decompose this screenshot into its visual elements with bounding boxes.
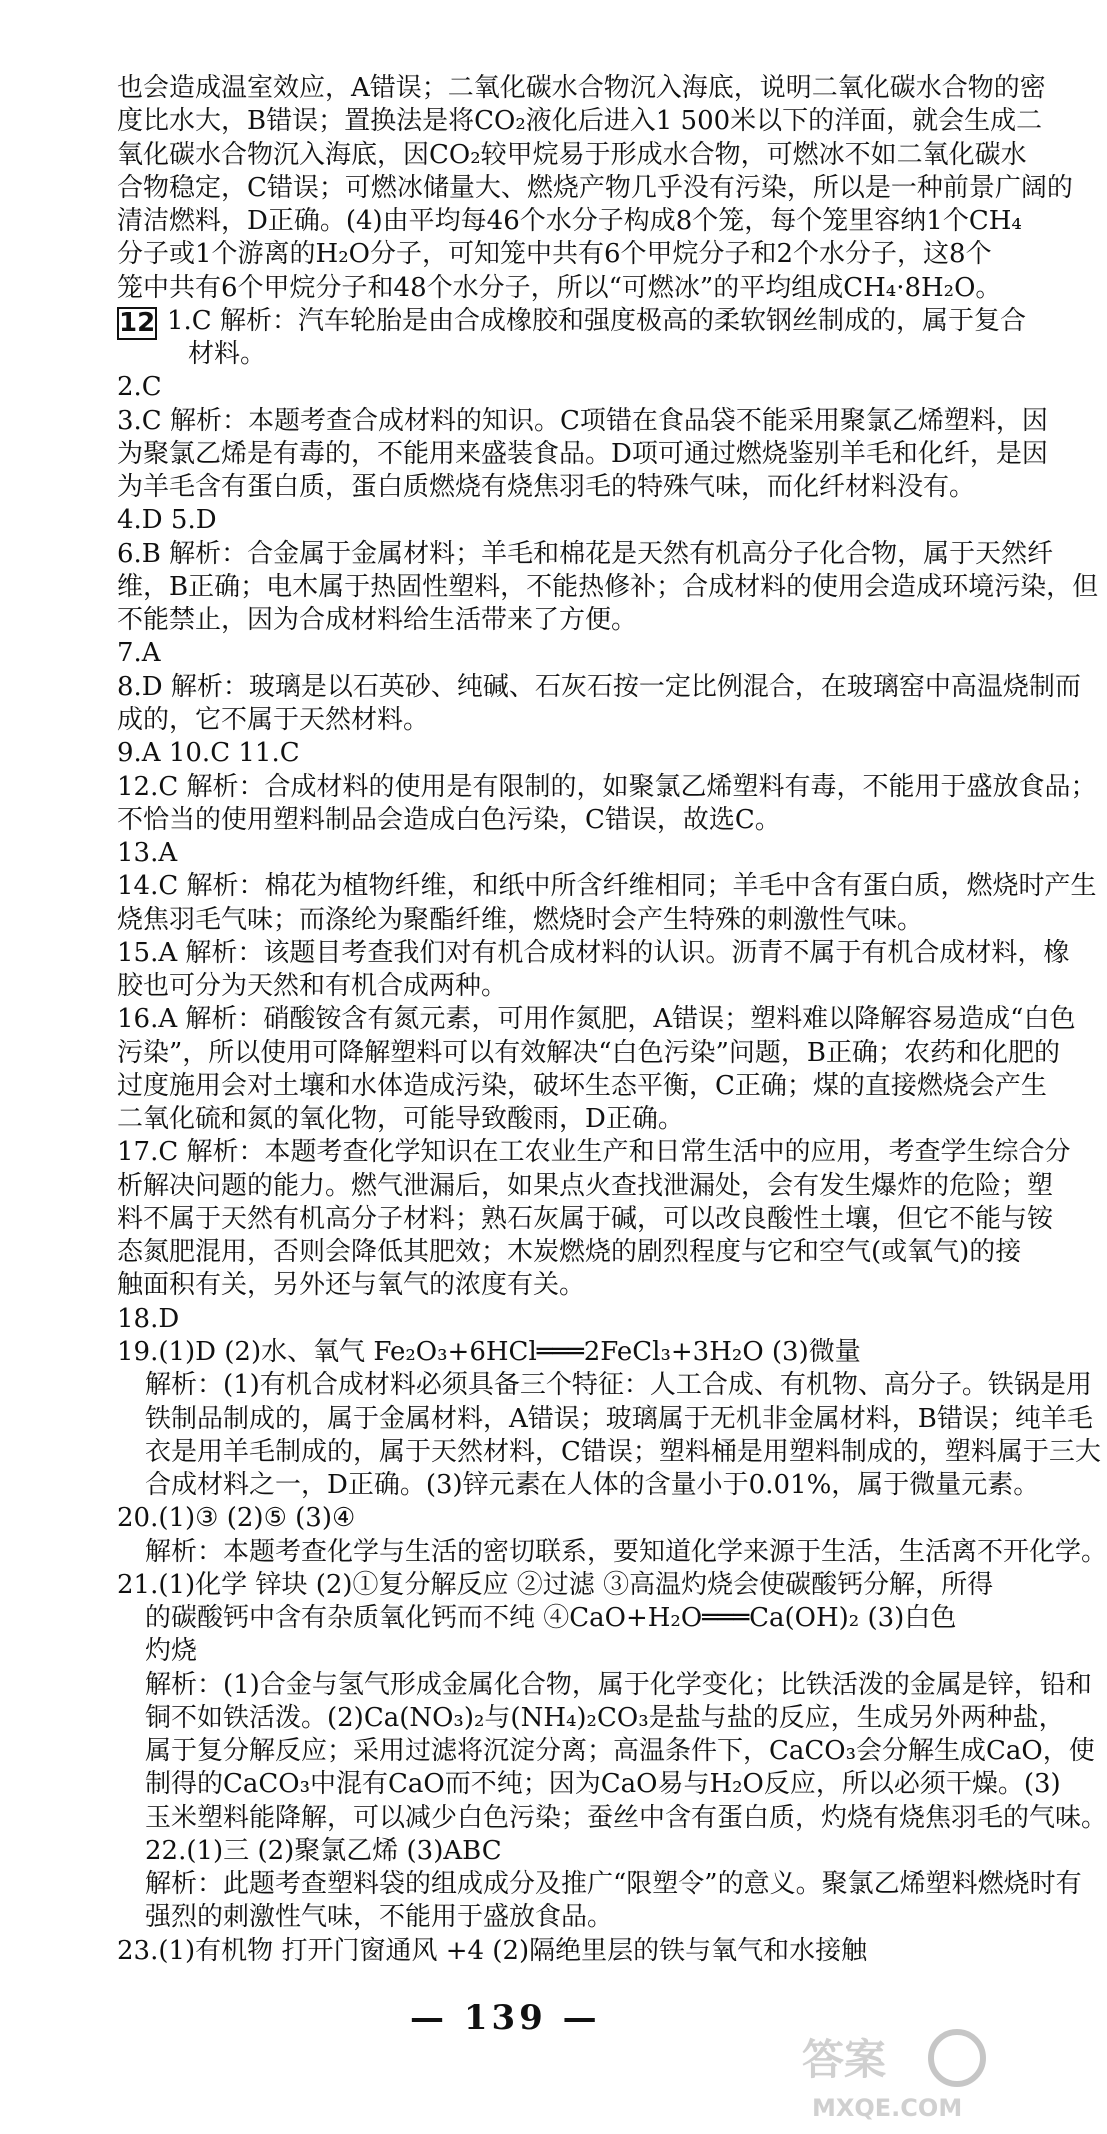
text-line: 成的，它不属于天然材料。 — [117, 705, 430, 735]
text-line: 22.(1)三 (2)聚氯乙烯 (3)ABC — [145, 1836, 502, 1866]
text-line: 为聚氯乙烯是有毒的，不能用来盛装食品。D项可通过燃烧鉴别羊毛和化纤，是因 — [117, 439, 1048, 469]
text-line: 21.(1)化学 锌块 (2)①复分解反应 ②过滤 ③高温灼烧会使碳酸钙分解，所得 — [117, 1570, 994, 1600]
text-line: 16.A 解析：硝酸铵含有氮元素，可用作氮肥，A错误；塑料难以降解容易造成“白色 — [117, 1004, 1076, 1034]
text-line: 材料。 — [188, 339, 267, 369]
text-line: 18.D — [117, 1304, 180, 1334]
text-line: 铁制品制成的，属于金属材料，A错误；玻璃属于无机非金属材料，B错误；纯羊毛 — [145, 1404, 1093, 1434]
text-line: 氧化碳水合物沉入海底，因CO₂较甲烷易于形成水合物，可燃冰不如二氧化碳水 — [117, 140, 1027, 170]
text-line: 污染”，所以使用可降解塑料可以有效解决“白色污染”问题，B正确；农药和化肥的 — [117, 1038, 1060, 1068]
text-line: 不恰当的使用塑料制品会造成白色污染，C错误，故选C。 — [117, 805, 781, 835]
section-number-box: 12 — [119, 308, 156, 338]
text-line: 维，B正确；电木属于热固性塑料，不能热修补；合成材料的使用会造成环境污染，但 — [117, 572, 1099, 602]
text-line: 度比水大，B错误；置换法是将CO₂液化后进入1 500米以下的洋面，就会生成二 — [117, 106, 1043, 136]
text-line: 衣是用羊毛制成的，属于天然材料，C错误；塑料桶是用塑料制成的，塑料属于三大 — [145, 1437, 1101, 1467]
text-line: 23.(1)有机物 打开门窗通风 +4 (2)隔绝里层的铁与氧气和水接触 — [117, 1936, 868, 1966]
text-line: 胶也可分为天然和有机合成两种。 — [117, 971, 508, 1001]
text-line: 7.A — [117, 638, 161, 668]
svg-text:MXQE.COM: MXQE.COM — [812, 2094, 963, 2122]
text-line: 19.(1)D (2)水、氧气 Fe₂O₃+6HCl═══2FeCl₃+3H₂O (3)微量 — [117, 1337, 861, 1367]
text-line: 9.A 10.C 11.C — [117, 738, 300, 768]
text-line: 2.C — [117, 372, 162, 402]
text-line: 态氮肥混用，否则会降低其肥效；木炭燃烧的剧烈程度与它和空气(或氧气)的接 — [117, 1237, 1022, 1267]
text-line: 料不属于天然有机高分子材料；熟石灰属于碱，可以改良酸性土壤，但它不能与铵 — [117, 1204, 1054, 1234]
text-line: 4.D 5.D — [117, 505, 217, 535]
text-line: 20.(1)③ (2)⑤ (3)④ — [117, 1503, 356, 1533]
text-line: 解析：(1)合金与氢气形成金属化合物，属于化学变化；比铁活泼的金属是锌，铅和 — [145, 1670, 1092, 1700]
text-line: 合物稳定，C错误；可燃冰储量大、燃烧产物几乎没有污染，所以是一种前景广阔的 — [117, 173, 1073, 203]
text-line: 解析：此题考查塑料袋的组成成分及推广“限塑令”的意义。聚氯乙烯塑料燃烧时有 — [145, 1869, 1082, 1899]
text-line: 析解决问题的能力。燃气泄漏后，如果点火查找泄漏处，会有发生爆炸的危险；塑 — [117, 1171, 1054, 1201]
text-line: 为羊毛含有蛋白质，蛋白质燃烧有烧焦羽毛的特殊气味，而化纤材料没有。 — [117, 472, 976, 502]
text-line: 制得的CaCO₃中混有CaO而不纯；因为CaO易与H₂O反应，所以必须干燥。(3) — [145, 1769, 1061, 1799]
text-line: 合成材料之一，D正确。(3)锌元素在人体的含量小于0.01%，属于微量元素。 — [145, 1470, 1040, 1500]
text-line: 13.A — [117, 838, 178, 868]
text-line: 12.C 解析：合成材料的使用是有限制的，如聚氯乙烯塑料有毒，不能用于盛放食品； — [117, 772, 1097, 802]
text-line: 玉米塑料能降解，可以减少白色污染；蚕丝中含有蛋白质，灼烧有烧焦羽毛的气味。 — [145, 1803, 1107, 1833]
text-line: 6.B 解析：合金属于金属材料；羊毛和棉花是天然有机高分子化合物，属于天然纤 — [117, 539, 1054, 569]
text-line: 铜不如铁活泼。(2)Ca(NO₃)₂与(NH₄)₂CO₃是盐与盐的反应，生成另外两种盐， — [145, 1703, 1065, 1733]
text-line: 强烈的刺激性气味，不能用于盛放食品。 — [145, 1902, 614, 1932]
text-line: 烧焦羽毛气味；而涤纶为聚酯纤维，燃烧时会产生特殊的刺激性气味。 — [117, 905, 924, 935]
question-12-line: 1.C 解析：汽车轮胎是由合成橡胶和强度极高的柔软钢丝制成的，属于复合 — [167, 306, 1026, 336]
watermark-logo — [792, 2016, 992, 2126]
text-line: 不能禁止，因为合成材料给生活带来了方便。 — [117, 605, 638, 635]
text-line: 属于复分解反应；采用过滤将沉淀分离；高温条件下，CaCO₃会分解生成CaO，使 — [145, 1736, 1095, 1766]
text-line: 过度施用会对土壤和水体造成污染，破坏生态平衡，C正确；煤的直接燃烧会产生 — [117, 1071, 1047, 1101]
text-line: 解析：(1)有机合成材料必须具备三个特征：人工合成、有机物、高分子。铁锅是用 — [145, 1370, 1092, 1400]
text-line: 解析：本题考查化学与生活的密切联系，要知道化学来源于生活，生活离不开化学。 — [145, 1537, 1107, 1567]
text-line: 清洁燃料，D正确。(4)由平均每46个水分子构成8个笼，每个笼里容纳1个CH₄ — [117, 206, 1022, 236]
page-number: — 139 — — [410, 1998, 601, 2038]
text-line: 17.C 解析：本题考查化学知识在工农业生产和日常生活中的应用，考查学生综合分 — [117, 1137, 1071, 1167]
text-line: 3.C 解析：本题考查合成材料的知识。C项错在食品袋不能采用聚氯乙烯塑料，因 — [117, 406, 1048, 436]
text-line: 二氧化硫和氮的氧化物，可能导致酸雨，D正确。 — [117, 1104, 684, 1134]
text-line: 也会造成温室效应，A错误；二氧化碳水合物沉入海底，说明二氧化碳水合物的密 — [117, 73, 1046, 103]
text-line: 8.D 解析：玻璃是以石英砂、纯碱、石灰石按一定比例混合，在玻璃窑中高温烧制而 — [117, 672, 1081, 702]
text-line: 14.C 解析：棉花为植物纤维，和纸中所含纤维相同；羊毛中含有蛋白质，燃烧时产生 — [117, 871, 1097, 901]
text-line: 分子或1个游离的H₂O分子，可知笼中共有6个甲烷分子和2个水分子，这8个 — [117, 239, 992, 269]
text-line: 的碳酸钙中含有杂质氧化钙而不纯 ④CaO+H₂O═══Ca(OH)₂ (3)白色 — [145, 1603, 957, 1633]
text-line: 15.A 解析：该题目考查我们对有机合成材料的认识。沥青不属于有机合成材料，橡 — [117, 938, 1070, 968]
text-line: 笼中共有6个甲烷分子和48个水分子，所以“可燃冰”的平均组成CH₄·8H₂O。 — [117, 273, 1002, 303]
svg-text:答案: 答案 — [802, 2035, 887, 2084]
text-line: 触面积有关，另外还与氧气的浓度有关。 — [117, 1270, 586, 1300]
text-line: 灼烧 — [145, 1636, 198, 1666]
